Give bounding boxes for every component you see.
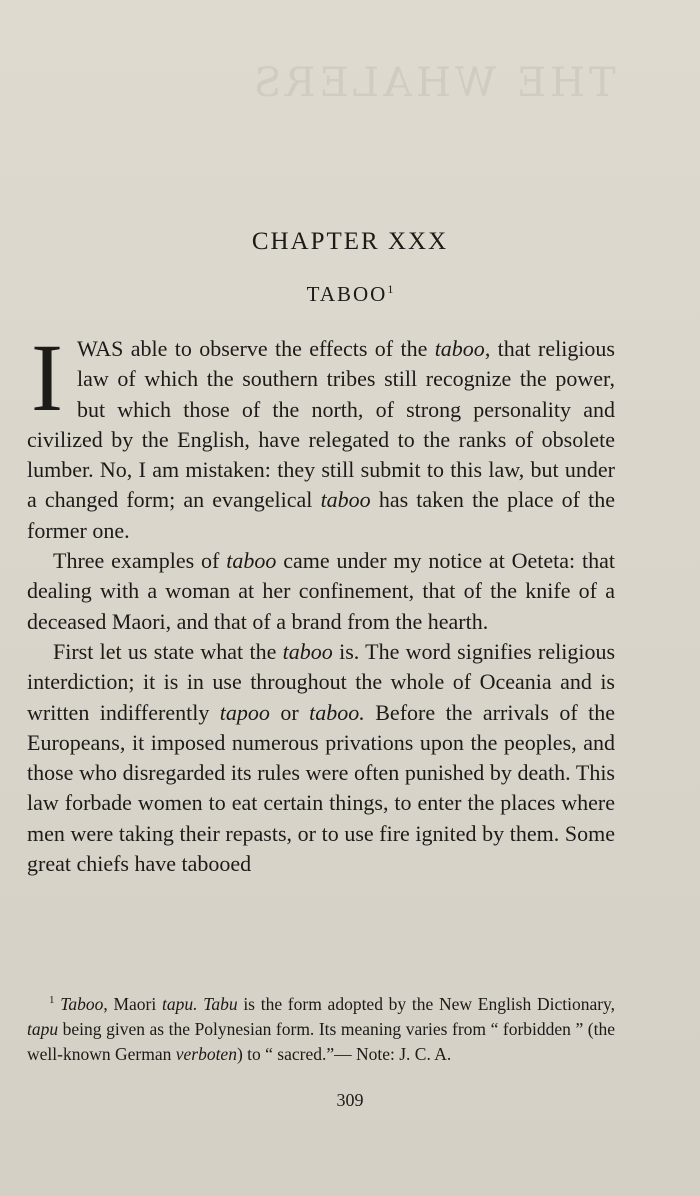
text-run: is the form adopted by the New English Dictionary, <box>237 993 616 1014</box>
italic-term: Taboo <box>60 993 104 1014</box>
chapter-title <box>0 282 700 307</box>
text-run: has taken the place of the former one. <box>27 487 615 543</box>
footnote-number: 1 <box>49 994 55 1006</box>
text-run: Before the arrivals of the Europeans, it imposed numerous privations upon the peoples, and those who disregarded its rules were often punished by death. This law forbade women to eat certain things, to enter the places where men were taking their repasts, or to use fire ignited by them. Some great chiefs have tabooed <box>27 699 616 877</box>
italic-term: taboo <box>226 548 277 574</box>
footnote-marker: 1 <box>387 282 394 296</box>
text-run: First let us state what the <box>53 638 283 664</box>
page-number: 309 <box>336 1090 364 1110</box>
text-run: , that religious law of which the southern tribes still recognize the power, but which those of the north, of strong personality and civilized by the English, have relegated to the ranks of obsolete lumber. No, I am mistaken: they still submit to this law, but under a changed form; an evangelical <box>27 336 615 513</box>
text-run: , Maori <box>103 993 162 1014</box>
paragraph-2 <box>27 546 615 637</box>
footnote-text <box>27 988 615 1067</box>
text-run: Three examples of <box>53 548 227 574</box>
italic-term: taboo. <box>309 699 365 725</box>
italic-term: Tabu <box>203 993 238 1014</box>
paragraph-1 <box>27 324 615 546</box>
text-run: ) to “ sacred.”— Note: J. C. A. <box>236 1043 452 1064</box>
italic-term: taboo <box>282 638 333 664</box>
bleed-through-text: THE WHALERS <box>250 60 616 106</box>
chapter-title-text: TABOO <box>306 282 388 306</box>
text-run: came under my notice at Oeteta: that dealing with a woman at her confinement, that of the knife of a deceased Maori, and that of a brand from the hearth. <box>27 548 616 634</box>
drop-cap: I <box>31 324 63 431</box>
italic-term: tapu <box>27 1018 59 1039</box>
text-run: being given as the Polynesian form. Its meaning varies from “ forbidden ” (the well-known German <box>27 1018 615 1064</box>
paragraph-3 <box>27 637 615 879</box>
text-run: WAS able to observe the effects of the <box>76 336 435 361</box>
italic-term: tapoo <box>219 699 270 725</box>
text-run: is. The word signifies religious interdiction; it is in use throughout the whole of Oceania and is written indifferently <box>27 638 616 725</box>
chapter-heading: CHAPTER XXX <box>251 228 449 255</box>
footnote <box>27 988 615 1067</box>
text-run: or <box>269 699 310 725</box>
italic-term: tapu. <box>161 993 198 1014</box>
body-text <box>27 324 616 879</box>
italic-term: taboo <box>320 487 371 513</box>
italic-term: taboo <box>434 336 485 361</box>
italic-term: verboten <box>175 1043 237 1064</box>
